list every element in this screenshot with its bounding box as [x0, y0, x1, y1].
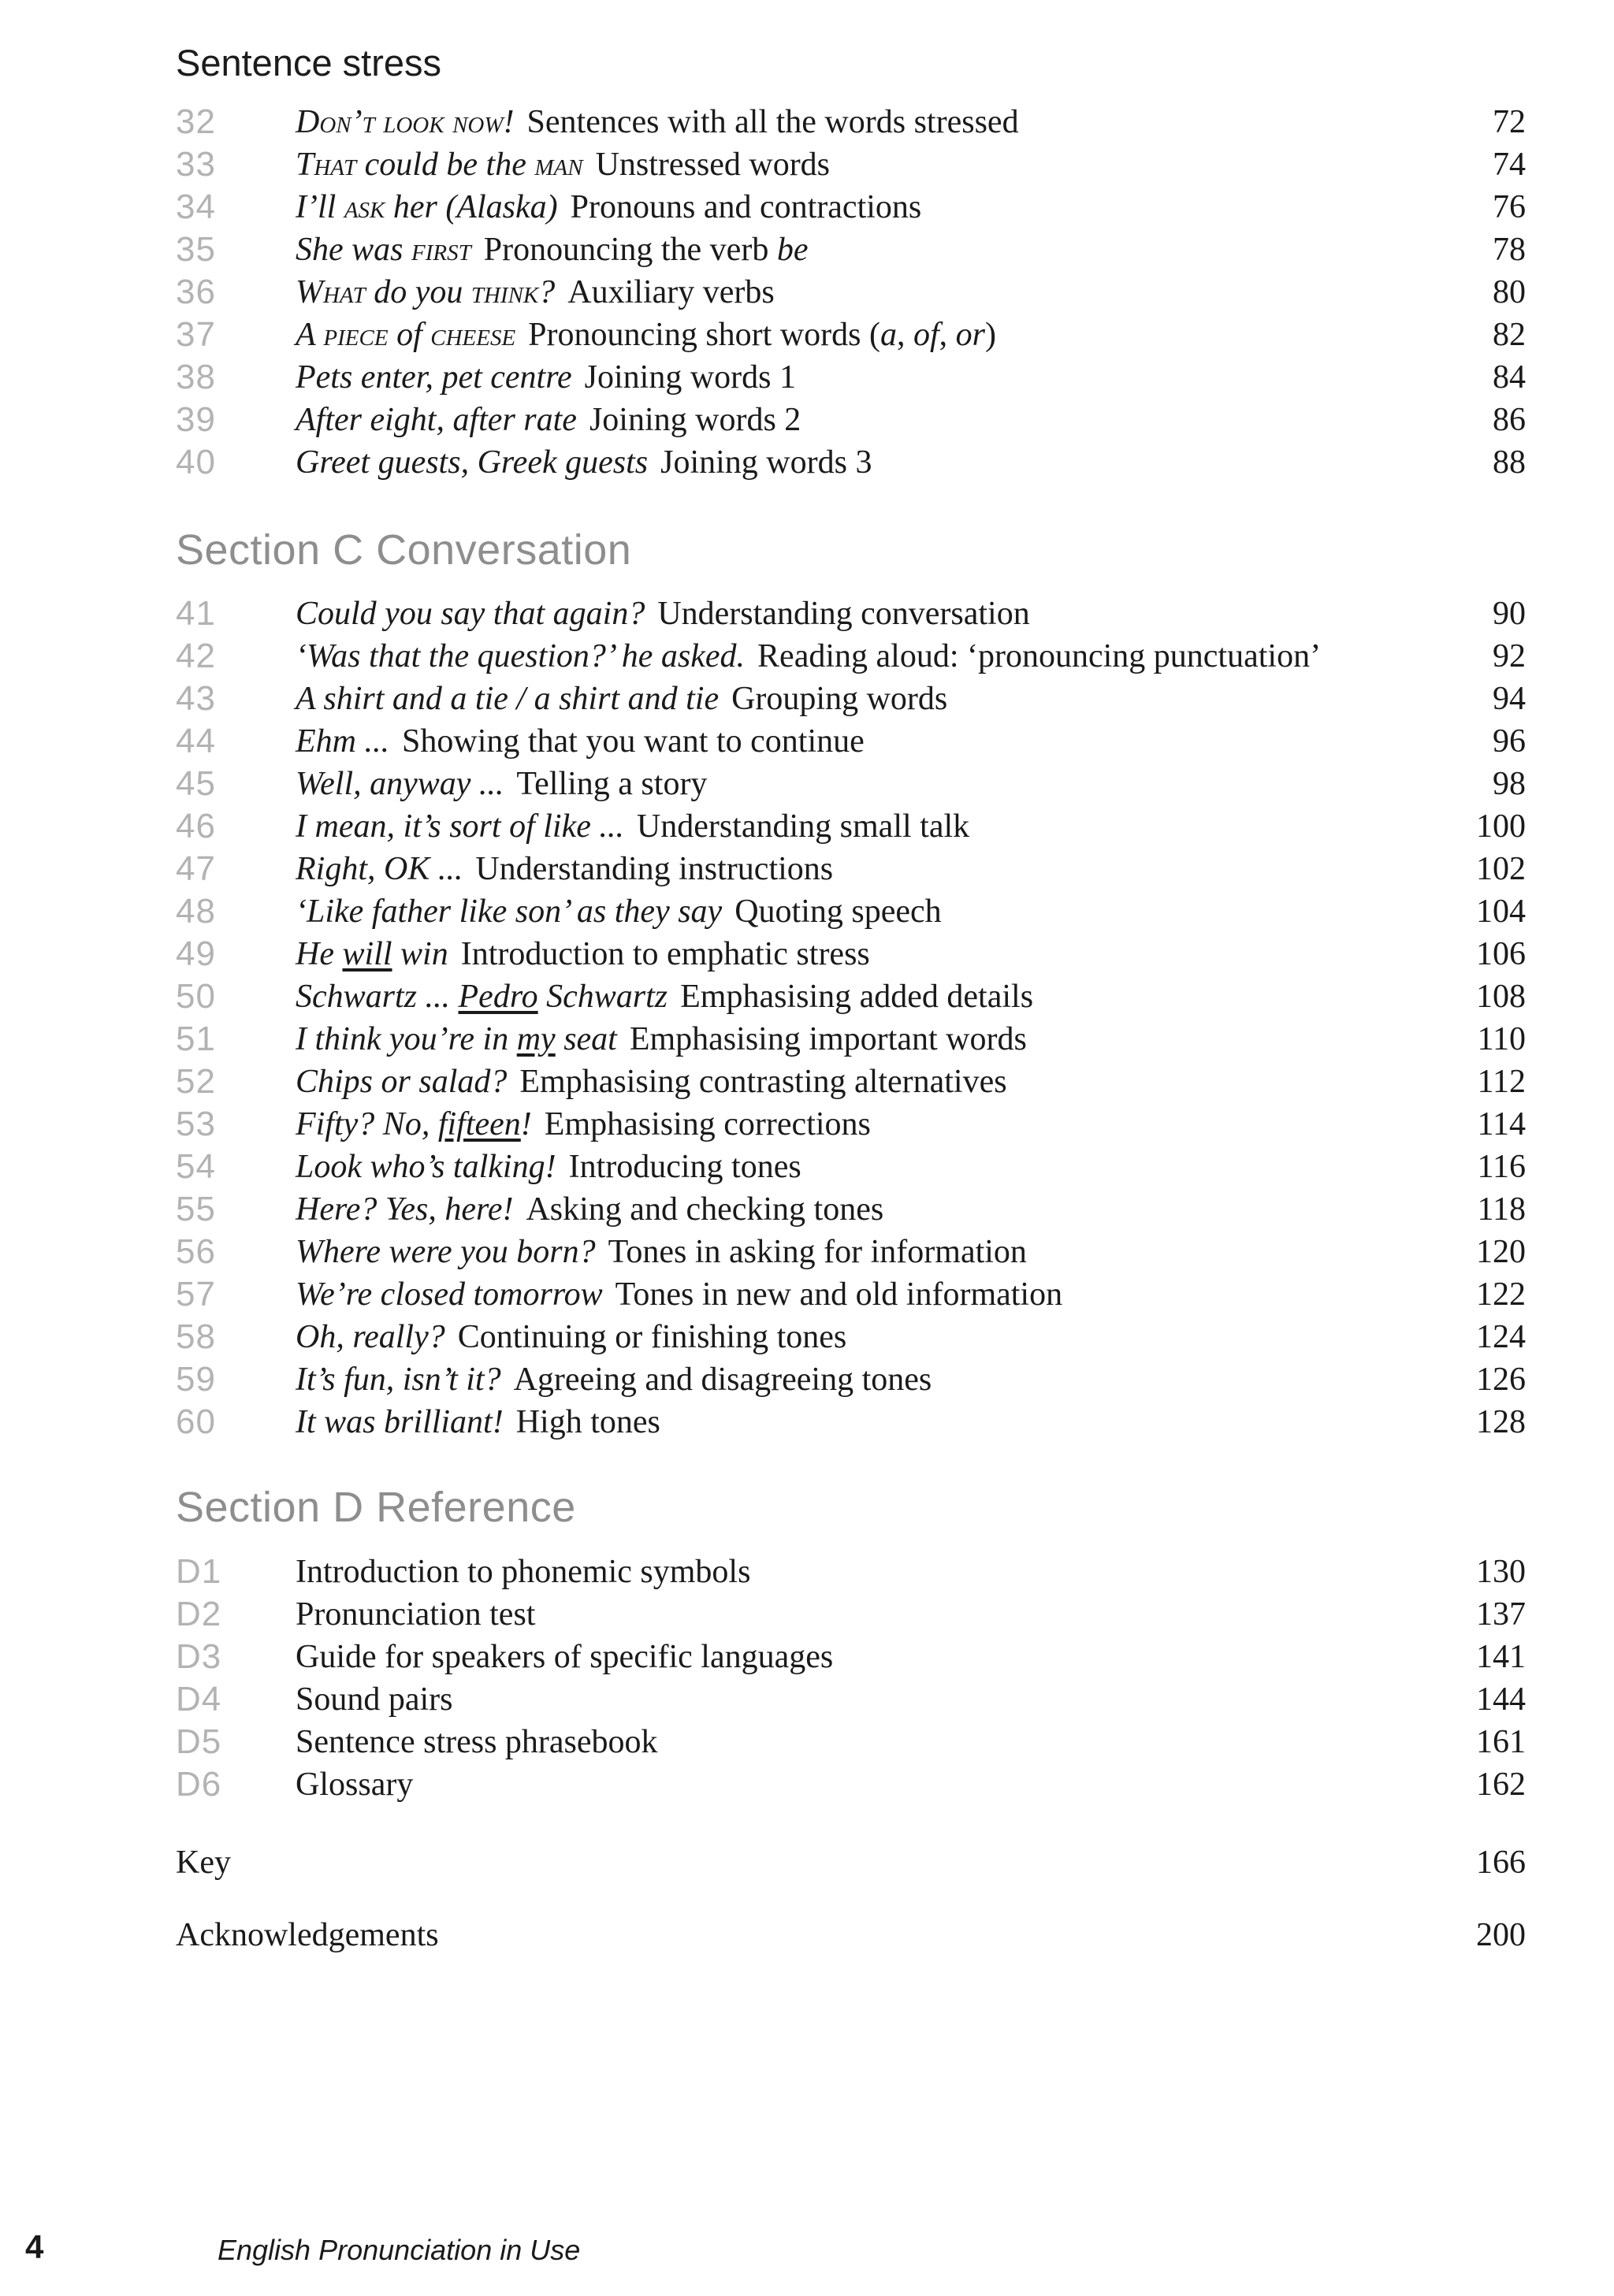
page-number: 126 — [1476, 1362, 1526, 1398]
unit-topic: Reading aloud: ‘pronouncing punctuation’ — [757, 638, 1322, 674]
unit-title: Right, OK ... — [296, 851, 463, 887]
unit-content — [296, 720, 865, 763]
toc-row-unit-51[interactable] — [0, 1018, 1614, 1061]
page-number: 94 — [1493, 681, 1526, 717]
page-number: 137 — [1476, 1596, 1526, 1633]
unit-title: Don’t look now! — [296, 104, 515, 140]
unit-topic: Understanding conversation — [657, 596, 1030, 632]
page-number: 122 — [1476, 1276, 1526, 1313]
footer-page-number: 4 — [25, 2228, 44, 2265]
unit-number: D3 — [176, 1637, 222, 1676]
unit-number: 44 — [176, 722, 216, 760]
toc-row-unit-53[interactable] — [0, 1103, 1614, 1146]
unit-topic: Introduction to emphatic stress — [460, 936, 870, 972]
unit-title: ‘Was that the question?’ he asked. — [296, 638, 746, 674]
unit-number: 37 — [176, 315, 216, 354]
unit-number: 36 — [176, 273, 216, 311]
unit-content — [296, 1231, 1027, 1273]
unit-number: 59 — [176, 1360, 216, 1399]
unit-topic: Introducing tones — [568, 1149, 801, 1185]
toc-row-unit-d3[interactable] — [0, 1636, 1614, 1678]
unit-number: 42 — [176, 637, 216, 675]
toc-row-unit-55[interactable] — [0, 1188, 1614, 1231]
unit-content — [296, 1018, 1027, 1061]
unit-content — [296, 975, 1033, 1018]
unit-title: Where were you born? — [296, 1234, 596, 1270]
unit-number: 58 — [176, 1317, 216, 1356]
unit-number: 45 — [176, 764, 216, 803]
toc-row-unit-34[interactable] — [0, 186, 1614, 228]
toc-row-unit-56[interactable] — [0, 1231, 1614, 1273]
unit-number: 53 — [176, 1105, 216, 1143]
unit-title: What do you think? — [296, 274, 556, 310]
unit-content — [296, 143, 830, 186]
unit-content — [296, 1678, 453, 1721]
unit-topic: Quoting speech — [734, 894, 942, 930]
unit-topic: Emphasising corrections — [544, 1106, 871, 1142]
toc-row-unit-54[interactable] — [0, 1146, 1614, 1188]
unit-title: Could you say that again? — [296, 596, 645, 632]
unit-content — [296, 101, 1019, 143]
unit-content — [296, 1061, 1007, 1103]
toc-row-unit-43[interactable] — [0, 678, 1614, 720]
toc-row-unit-47[interactable] — [0, 848, 1614, 890]
toc-row-unit-35[interactable] — [0, 228, 1614, 271]
unit-topic: Glossary — [296, 1767, 414, 1803]
page-number: 116 — [1477, 1149, 1526, 1185]
unit-number: 48 — [176, 892, 216, 931]
page-number: 78 — [1493, 232, 1526, 268]
page-number: 92 — [1493, 638, 1526, 674]
unit-title: I’ll ask her (Alaska) — [296, 189, 558, 225]
unit-topic: Introduction to phonemic symbols — [296, 1554, 751, 1590]
unit-number: D5 — [176, 1722, 222, 1761]
unit-topic: Understanding small talk — [636, 808, 970, 845]
unit-topic: Pronunciation test — [296, 1596, 536, 1633]
unit-number: 33 — [176, 145, 216, 184]
unit-content — [296, 678, 947, 720]
unit-number: 41 — [176, 594, 216, 633]
page-number: 166 — [1476, 1845, 1526, 1881]
unit-topic: Joining words 3 — [660, 444, 872, 481]
unit-content — [296, 1273, 1062, 1316]
unit-title: Fifty? No, fifteen! — [296, 1106, 532, 1142]
unit-content — [296, 1721, 658, 1763]
toc-row-unit-33[interactable] — [0, 143, 1614, 186]
unit-content — [296, 1188, 883, 1231]
unit-number: 43 — [176, 679, 216, 718]
page-number: 108 — [1476, 979, 1526, 1015]
unit-number: 50 — [176, 977, 216, 1016]
unit-number: 39 — [176, 400, 216, 439]
page-number: 162 — [1476, 1767, 1526, 1803]
unit-title: Schwartz ... Pedro Schwartz — [296, 979, 668, 1015]
toc-row-unit-59[interactable] — [0, 1358, 1614, 1401]
section-heading-sentence-stress: Sentence stress — [176, 42, 442, 84]
unit-content — [296, 1103, 871, 1146]
unit-content — [296, 1636, 833, 1678]
toc-row-unit-d6[interactable] — [0, 1763, 1614, 1806]
unit-topic: Tones in asking for information — [608, 1234, 1027, 1270]
unit-content — [296, 1551, 750, 1593]
unit-content — [296, 1358, 932, 1401]
unit-content — [296, 186, 921, 228]
unit-title: A piece of cheese — [296, 317, 516, 353]
page-number: 100 — [1476, 808, 1526, 845]
unit-content — [296, 356, 796, 399]
unit-topic: Joining words 1 — [584, 359, 797, 396]
unit-content — [296, 890, 942, 933]
unit-topic: Sentences with all the words stressed — [526, 104, 1019, 140]
unit-title: Pets enter, pet centre — [296, 359, 572, 396]
unit-content — [296, 441, 872, 484]
unit-topic: Emphasising contrasting alternatives — [519, 1064, 1007, 1100]
page-number: 104 — [1476, 894, 1526, 930]
page-number: 144 — [1476, 1681, 1526, 1718]
toc-row-unit-48[interactable] — [0, 890, 1614, 933]
page-number: 88 — [1493, 444, 1526, 481]
unit-title: We’re closed tomorrow — [296, 1276, 603, 1313]
page-number: 82 — [1493, 317, 1526, 353]
section-heading-conversation: Section C Conversation — [176, 526, 632, 574]
page-number: 106 — [1476, 936, 1526, 972]
page-number: 161 — [1476, 1724, 1526, 1760]
unit-number: 57 — [176, 1275, 216, 1313]
unit-content — [296, 1763, 413, 1806]
entry-label: Key — [176, 1845, 231, 1881]
toc-row-unit-57[interactable] — [0, 1273, 1614, 1316]
unit-content — [296, 848, 833, 890]
toc-entry-key[interactable] — [0, 1841, 1614, 1884]
toc-row-unit-d5[interactable] — [0, 1721, 1614, 1763]
unit-title: I mean, it’s sort of like ... — [296, 808, 624, 845]
toc-row-unit-d1[interactable] — [0, 1551, 1614, 1593]
unit-number: 32 — [176, 102, 216, 141]
unit-topic: Sound pairs — [296, 1681, 453, 1718]
unit-content — [296, 1316, 846, 1358]
unit-topic: Understanding instructions — [475, 851, 834, 887]
unit-topic: Sentence stress phrasebook — [296, 1724, 658, 1760]
toc-row-unit-45[interactable] — [0, 763, 1614, 805]
unit-title: Well, anyway ... — [296, 766, 504, 802]
toc-row-unit-42[interactable] — [0, 635, 1614, 678]
page-number: 74 — [1493, 147, 1526, 183]
unit-topic: Auxiliary verbs — [567, 274, 775, 310]
unit-topic: Emphasising added details — [680, 979, 1034, 1015]
page-number: 114 — [1477, 1106, 1526, 1142]
unit-title: Look who’s talking! — [296, 1149, 556, 1185]
unit-number: 55 — [176, 1190, 216, 1228]
toc-row-unit-32[interactable] — [0, 101, 1614, 143]
unit-content — [296, 763, 707, 805]
unit-number: 34 — [176, 188, 216, 226]
page-number: 80 — [1493, 274, 1526, 310]
unit-number: 49 — [176, 934, 216, 973]
unit-title: A shirt and a tie / a shirt and tie — [296, 681, 720, 717]
page-number: 96 — [1493, 723, 1526, 760]
unit-content — [296, 399, 801, 441]
section-heading-reference: Section D Reference — [176, 1484, 576, 1531]
page-number: 130 — [1476, 1554, 1526, 1590]
page-number: 124 — [1476, 1319, 1526, 1355]
unit-content — [296, 1593, 535, 1636]
toc-row-unit-46[interactable] — [0, 805, 1614, 848]
toc-row-unit-d2[interactable] — [0, 1593, 1614, 1636]
unit-number: 60 — [176, 1402, 216, 1441]
toc-row-unit-52[interactable] — [0, 1061, 1614, 1103]
page-number: 76 — [1493, 189, 1526, 225]
unit-content — [296, 1401, 660, 1443]
unit-content — [296, 271, 775, 314]
footer-book-title: English Pronunciation in Use — [218, 2234, 581, 2266]
page-number: 98 — [1493, 766, 1526, 802]
unit-title: Ehm ... — [296, 723, 389, 760]
toc-row-unit-58[interactable] — [0, 1316, 1614, 1358]
toc-entry-acknowledgements[interactable] — [0, 1914, 1614, 1956]
page-number: 72 — [1493, 104, 1526, 140]
unit-title: I think you’re in my seat — [296, 1021, 617, 1057]
unit-number: 52 — [176, 1062, 216, 1101]
toc-row-unit-60[interactable] — [0, 1401, 1614, 1443]
unit-title: Here? Yes, here! — [296, 1191, 514, 1228]
page-number: 141 — [1476, 1639, 1526, 1675]
unit-title: Chips or salad? — [296, 1064, 508, 1100]
toc-row-unit-49[interactable] — [0, 933, 1614, 975]
entry-label: Acknowledgements — [176, 1917, 439, 1953]
unit-number: 56 — [176, 1232, 216, 1271]
unit-topic: Unstressed words — [595, 147, 831, 183]
unit-title: After eight, after rate — [296, 402, 577, 438]
unit-topic: Pronouncing short words (a, of, or) — [528, 317, 997, 353]
toc-row-unit-40[interactable] — [0, 441, 1614, 484]
unit-title: Oh, really? — [296, 1319, 445, 1355]
unit-topic: Joining words 2 — [589, 402, 801, 438]
unit-content — [296, 1146, 801, 1188]
unit-content — [296, 805, 969, 848]
unit-title: Greet guests, Greek guests — [296, 444, 649, 481]
unit-topic: Agreeing and disagreeing tones — [513, 1362, 932, 1398]
toc-row-unit-36[interactable] — [0, 271, 1614, 314]
toc-row-unit-44[interactable] — [0, 720, 1614, 763]
unit-number: 51 — [176, 1020, 216, 1058]
unit-content — [296, 635, 1321, 678]
page-number: 128 — [1476, 1404, 1526, 1440]
page-number: 84 — [1493, 359, 1526, 396]
toc-row-unit-37[interactable] — [0, 314, 1614, 356]
unit-topic: High tones — [515, 1404, 660, 1440]
unit-title: It’s fun, isn’t it? — [296, 1362, 501, 1398]
unit-title: He will win — [296, 936, 448, 972]
unit-content — [296, 933, 870, 975]
unit-topic: Guide for speakers of specific languages — [296, 1639, 834, 1675]
unit-title: That could be the man — [296, 147, 583, 183]
page-number: 102 — [1476, 851, 1526, 887]
unit-content — [296, 314, 996, 356]
unit-topic: Asking and checking tones — [526, 1191, 884, 1228]
page-number: 86 — [1493, 402, 1526, 438]
unit-number: D4 — [176, 1680, 222, 1718]
page-number: 120 — [1476, 1234, 1526, 1270]
toc-row-unit-41[interactable] — [0, 593, 1614, 635]
unit-content — [296, 228, 808, 271]
unit-number: 47 — [176, 849, 216, 888]
unit-number: 40 — [176, 443, 216, 481]
unit-topic: Continuing or finishing tones — [457, 1319, 847, 1355]
unit-topic: Emphasising important words — [629, 1021, 1027, 1057]
unit-topic: Telling a story — [516, 766, 708, 802]
page-number: 110 — [1477, 1021, 1526, 1057]
page-number: 200 — [1476, 1917, 1526, 1953]
unit-number: D6 — [176, 1765, 222, 1804]
unit-number: 35 — [176, 230, 216, 269]
toc-row-unit-39[interactable] — [0, 399, 1614, 441]
unit-content — [296, 593, 1030, 635]
page-number: 118 — [1477, 1191, 1526, 1228]
page-number: 112 — [1477, 1064, 1526, 1100]
unit-topic: Grouping words — [731, 681, 948, 717]
unit-number: D1 — [176, 1552, 222, 1591]
unit-title: She was first — [296, 232, 471, 268]
page-number: 90 — [1493, 596, 1526, 632]
unit-number: D2 — [176, 1595, 222, 1633]
unit-number: 54 — [176, 1147, 216, 1186]
unit-number: 46 — [176, 807, 216, 845]
unit-topic: Showing that you want to continue — [402, 723, 865, 760]
unit-topic: Tones in new and old information — [615, 1276, 1063, 1313]
unit-title: ‘Like father like son’ as they say — [296, 894, 723, 930]
unit-title: It was brilliant! — [296, 1404, 504, 1440]
toc-row-unit-50[interactable] — [0, 975, 1614, 1018]
unit-number: 38 — [176, 358, 216, 396]
toc-row-unit-38[interactable] — [0, 356, 1614, 399]
toc-row-unit-d4[interactable] — [0, 1678, 1614, 1721]
unit-topic: Pronouns and contractions — [570, 189, 922, 225]
unit-topic: Pronouncing the verb be — [483, 232, 809, 268]
